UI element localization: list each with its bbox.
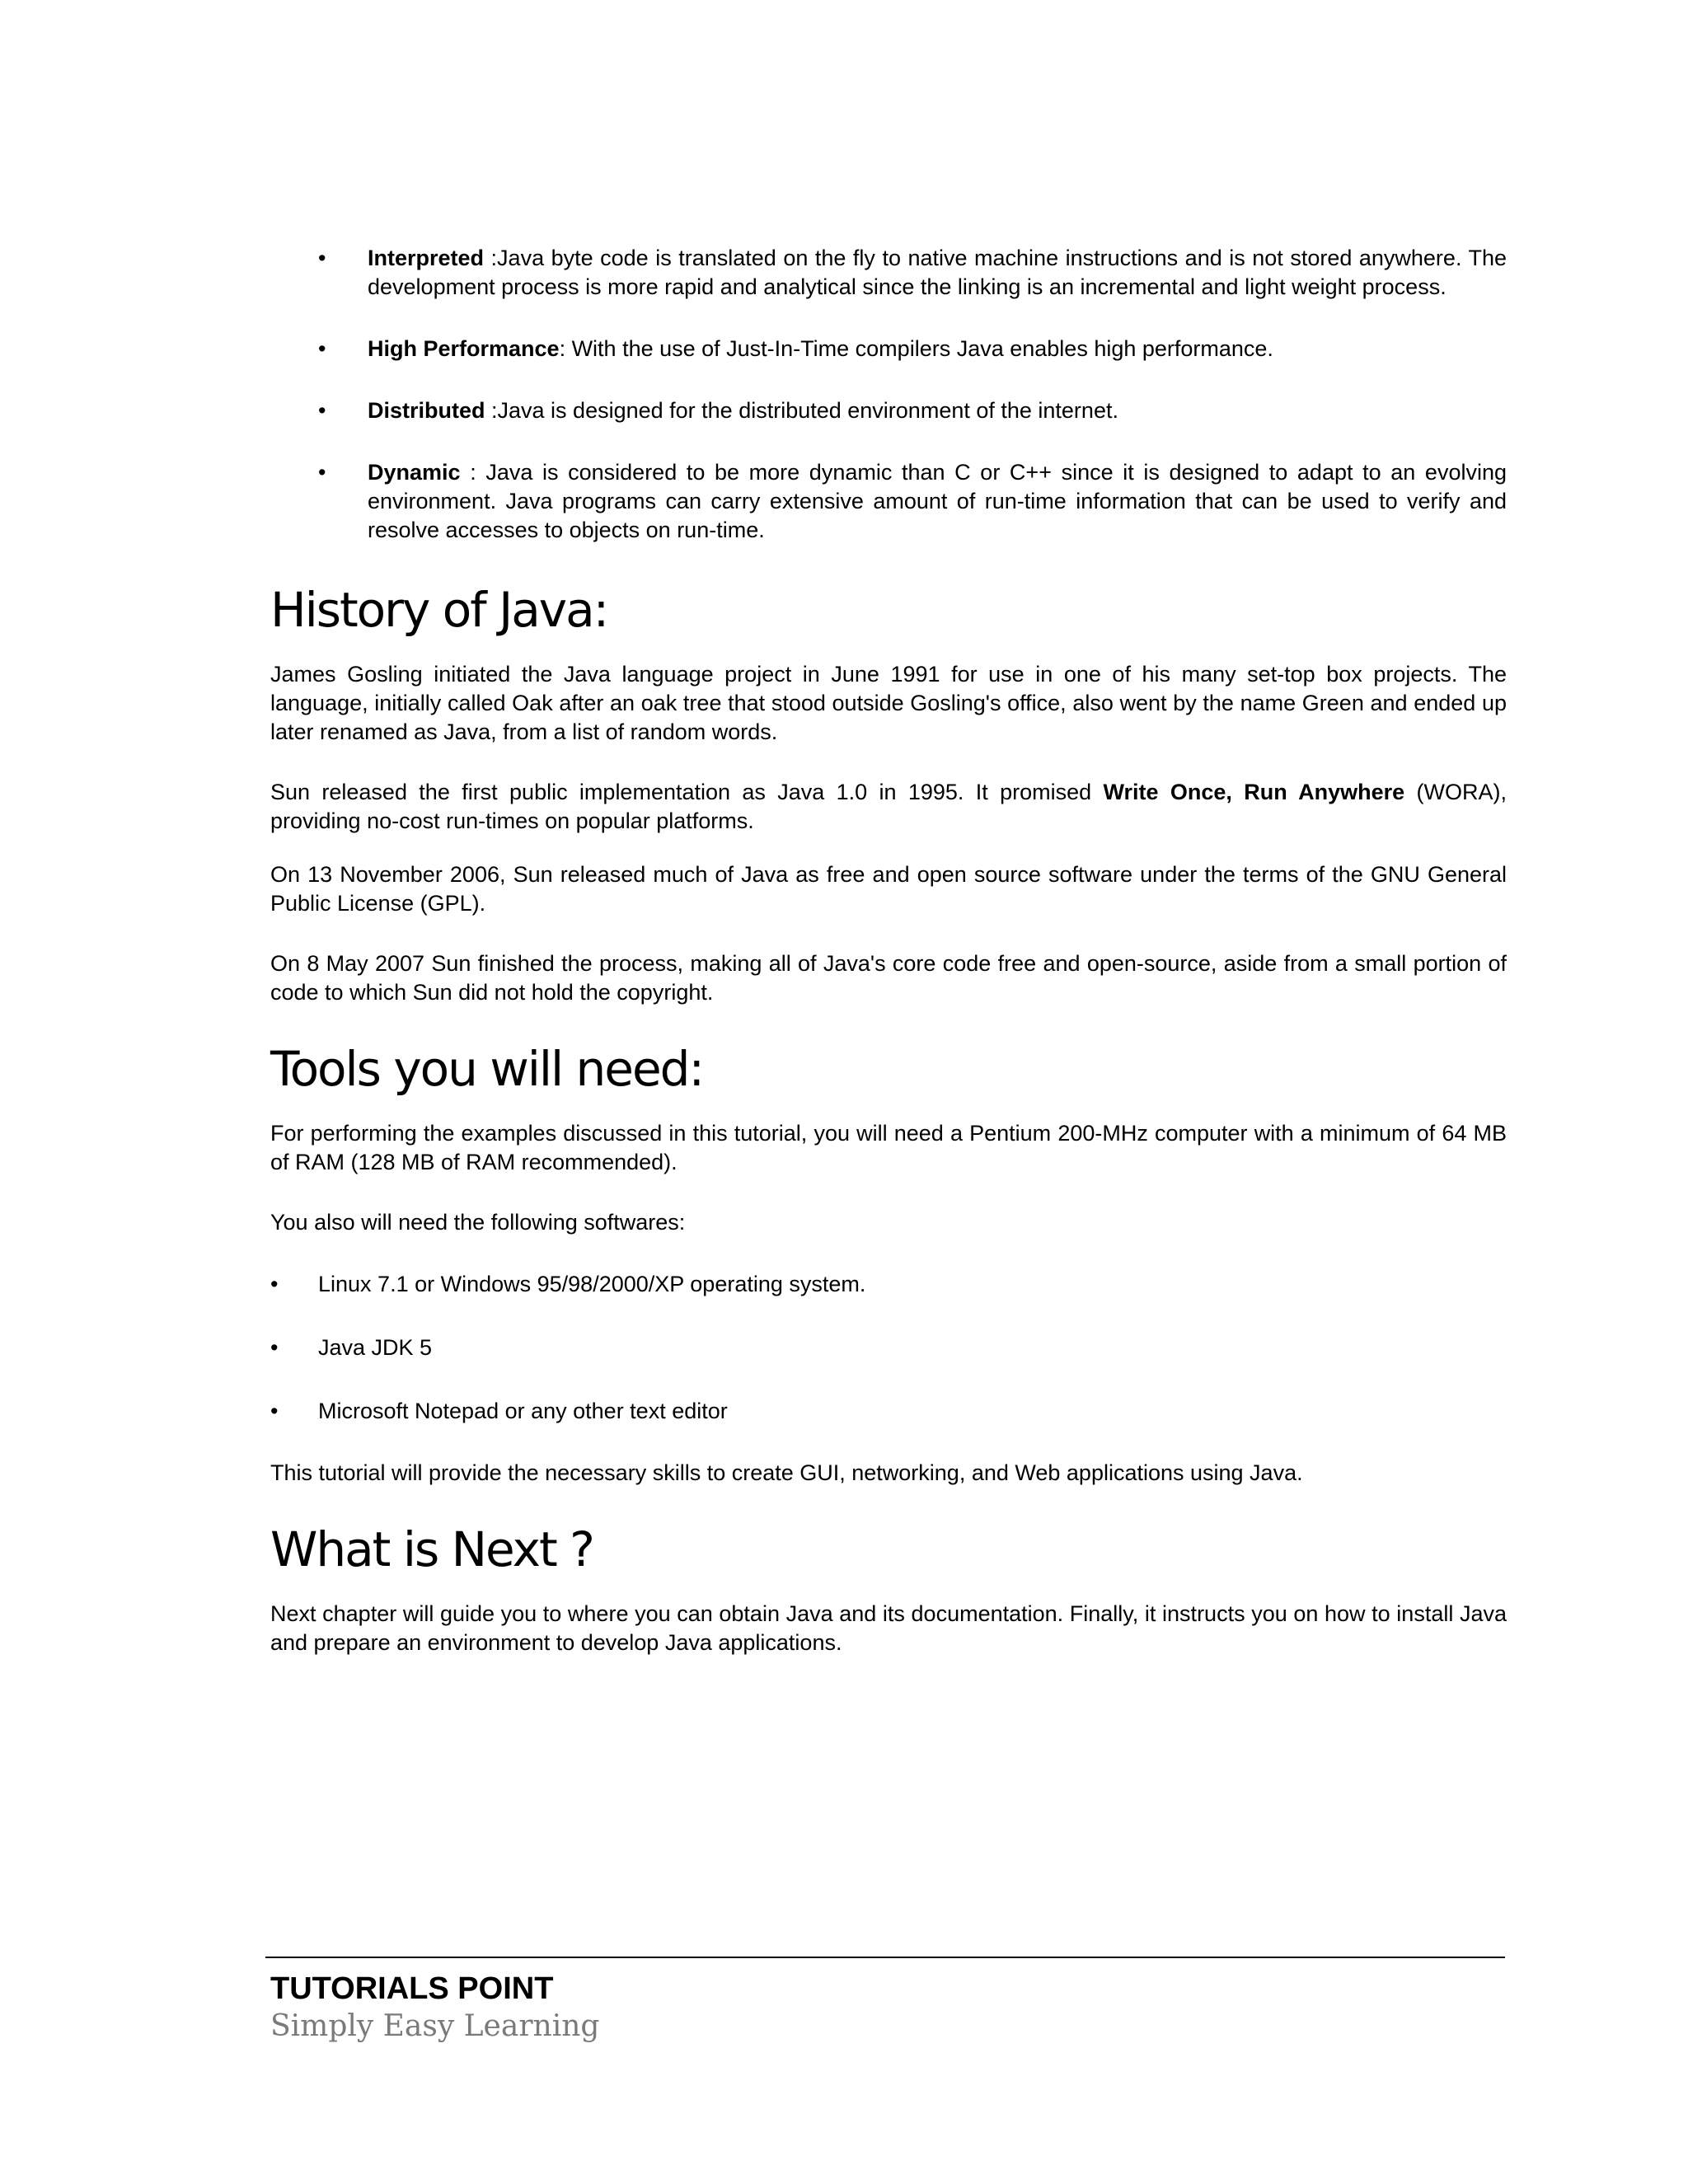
history-paragraph-3: On 13 November 2006, Sun released much of Java as free and open source software under the terms of the GNU General Public License (GPL). <box>270 862 1507 916</box>
feature-list <box>270 244 1507 545</box>
history-paragraph-4: On 8 May 2007 Sun finished the process, making all of Java's core code free and open-source, aside from a small portion of code to which Sun did not hold the copyright. <box>270 951 1507 1005</box>
history-heading: History of Java: <box>270 582 608 638</box>
history-paragraph-1: James Gosling initiated the Java language project in June 1991 for use in one of his many set-top box projects. The language, initially called Oak after an oak tree that stood outside Gosling's office, also went by the name Green and ended up later renamed as Java, from a list of random words. <box>270 662 1507 744</box>
tools-paragraph-2: You also will need the following softwares: <box>270 1210 686 1235</box>
list-item <box>270 335 1507 363</box>
history-paragraph-2 <box>270 778 1507 836</box>
feature-description: :Java byte code is translated on the fly to native machine instructions and is not stored anywhere. The development process is more rapid and analytical since the linking is an incremental and light weight process. <box>368 246 1507 299</box>
list-item: • Microsoft Notepad or any other text editor <box>270 1397 1507 1426</box>
footer-tagline: Simply Easy Learning <box>270 2009 600 2043</box>
page-content <box>270 244 1507 1657</box>
feature-term: Interpreted <box>368 246 485 270</box>
next-heading: What is Next ? <box>270 1521 593 1577</box>
feature-description: : With the use of Just-In-Time compilers Java enables high performance. <box>559 336 1273 361</box>
list-item: • Java JDK 5 <box>270 1333 1507 1362</box>
wora-slogan: Write Once, Run Anywhere <box>1103 780 1405 804</box>
feature-term: Distributed <box>368 398 485 423</box>
tools-paragraph-3: This tutorial will provide the necessary skills to create GUI, networking, and Web applications using Java. <box>270 1460 1303 1485</box>
next-paragraph: Next chapter will guide you to where you can obtain Java and its documentation. Finally, it instructs you on how to install Java and prepare an environment to develop Java applications. <box>270 1601 1507 1655</box>
list-item: • Linux 7.1 or Windows 95/98/2000/XP operating system. <box>270 1270 1507 1299</box>
list-item <box>270 458 1507 545</box>
history-p2-text: Sun released the first public implementation as Java 1.0 in 1995. It promised <box>270 780 1104 804</box>
software-list <box>270 1270 1507 1426</box>
list-item <box>270 396 1507 425</box>
tools-paragraph-1: For performing the examples discussed in this tutorial, you will need a Pentium 200-MHz computer with a minimum of 64 MB of RAM (128 MB of RAM recommended). <box>270 1121 1507 1174</box>
feature-description: :Java is designed for the distributed environment of the internet. <box>485 398 1118 423</box>
tools-heading: Tools you will need: <box>270 1041 704 1097</box>
list-item <box>270 244 1507 302</box>
footer-divider <box>265 1957 1505 1958</box>
footer-brand: TUTORIALS POINT <box>270 1971 554 2006</box>
history-p2-text-end: (WORA), providing no-cost run-times on popular platforms. <box>270 780 1507 833</box>
feature-term: High Performance <box>368 336 560 361</box>
feature-description: : Java is considered to be more dynamic than C or C++ since it is designed to adapt to an evolving environment. Java programs can carry extensive amount of run-time information that can be used to verify and resolve accesses to objects on run-time. <box>368 460 1507 542</box>
feature-term: Dynamic <box>368 460 461 485</box>
